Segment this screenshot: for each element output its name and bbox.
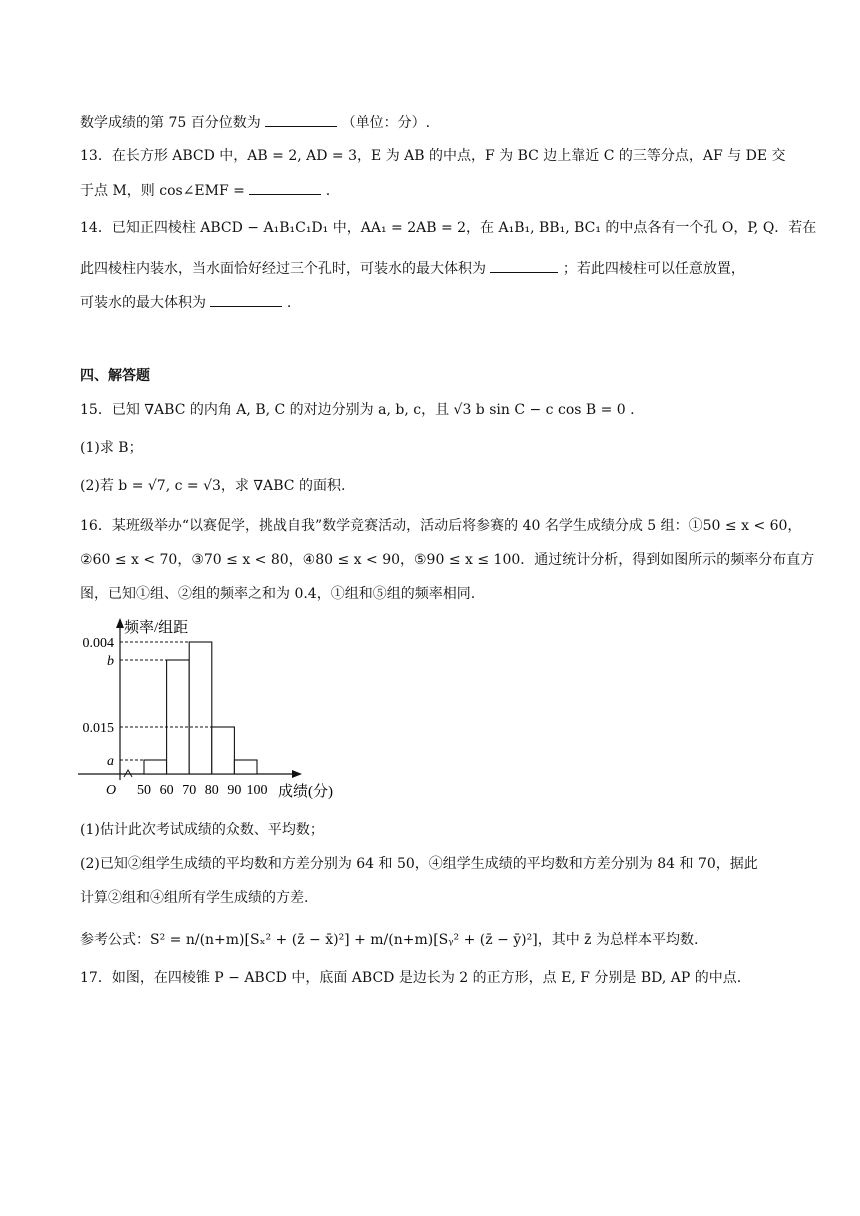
q12-text: 数学成绩的第 75 百分位数为: [80, 115, 261, 131]
q16-line-4: (1)估计此次考试成绩的众数、平均数；: [80, 822, 324, 838]
y-tick-label: 0.004: [82, 636, 114, 651]
section-heading: 四、解答题: [80, 368, 150, 384]
histogram-bar: [167, 660, 190, 774]
q15-line-1: 15．已知 ∇ABC 的内角 A, B, C 的对边分别为 a, b, c，且 √3 b sin C − c cos B = 0 .: [80, 402, 635, 418]
answer-blank[interactable]: [210, 292, 282, 307]
x-tick-label: 80: [204, 783, 219, 798]
y-tick-label: a: [107, 754, 114, 769]
q14-line-1: 14．已知正四棱柱 ABCD − A₁B₁C₁D₁ 中，AA₁ = 2AB = 2，在 A₁B₁, BB₁, BC₁ 的中点各有一个孔 O，P, Q．若在: [80, 220, 817, 236]
q14-line-2: [80, 258, 745, 279]
x-axis-title: 成绩(分): [278, 784, 333, 800]
histogram-bar: [234, 760, 257, 774]
y-axis-arrow: [116, 618, 124, 628]
q14-text: 此四棱柱内装水，当水面恰好经过三个孔时，可装水的最大体积为: [80, 261, 486, 277]
q13-line-1: 13．在长方形 ABCD 中，AB = 2, AD = 3，E 为 AB 的中点，F 为 BC 边上靠近 C 的三等分点，AF 与 DE 交: [80, 148, 786, 164]
q13-text: 于点 M，则 cos∠EMF =: [80, 183, 245, 199]
q16-line-3: 图，已知①组、②组的频率之和为 0.4，①组和⑤组的频率相同.: [80, 586, 476, 602]
y-tick-label: 0.015: [82, 721, 114, 736]
x-tick-label: 50: [137, 783, 151, 798]
x-tick-label: 90: [227, 783, 242, 798]
x-tick-label: 60: [159, 783, 174, 798]
answer-blank[interactable]: [249, 180, 321, 195]
q14-text-3: 可装水的最大体积为: [80, 295, 206, 311]
answer-blank[interactable]: [490, 258, 558, 273]
x-axis-arrow: [292, 770, 302, 778]
x-tick-label: 100: [246, 783, 268, 798]
origin-label: O: [106, 783, 117, 798]
histogram-bar: [212, 727, 235, 774]
histogram-bar: [144, 760, 167, 774]
q17-line-1: 17．如图，在四棱锥 P − ABCD 中，底面 ABCD 是边长为 2 的正方形，点 E, F 分别是 BD, AP 的中点.: [80, 970, 742, 986]
q16-line-1: 16．某班级举办“以赛促学，挑战自我”数学竞赛活动，活动后将参赛的 40 名学生成绩分成 5 组：①50 ≤ x < 60，: [80, 518, 802, 534]
q16-line-6: 计算②组和④组所有学生成绩的方差.: [80, 890, 309, 906]
q16-line-5: (2)已知②组学生成绩的平均数和方差分别为 64 和 50，④组学生成绩的平均数和方差分别为 84 和 70，据此: [80, 856, 758, 872]
y-tick-label: b: [107, 654, 114, 669]
q16-line-2: ②60 ≤ x < 70，③70 ≤ x < 80，④80 ≤ x < 90，⑤90 ≤ x ≤ 100．通过统计分析，得到如图所示的频率分布直方: [80, 552, 815, 568]
q13-line-2: [80, 180, 330, 201]
q14-line-3: [80, 292, 291, 313]
q15-line-2: (1)求 B；: [80, 440, 143, 456]
x-tick-label: 70: [182, 783, 197, 798]
q15-line-3: (2)若 b = √7, c = √3，求 ∇ABC 的面积.: [80, 478, 346, 494]
q14-text-2: ；若此四棱柱可以任意放置，: [562, 261, 745, 277]
q13-end: .: [325, 183, 331, 199]
frequency-histogram: [78, 612, 348, 804]
histogram-bar: [189, 642, 212, 774]
line-q12-end: [80, 112, 430, 133]
reference-formula: 参考公式：S² = n/(n+m)[Sₓ² + (z̄ − x̄)²] + m/(n+m)[Sᵧ² + (z̄ − ȳ)²]，其中 z̄ 为总样本平均数.: [80, 932, 699, 948]
answer-blank[interactable]: [265, 112, 337, 127]
y-axis-title: 频率/组距: [124, 620, 189, 636]
q14-end: .: [286, 295, 292, 311]
q12-unit: （单位：分）.: [341, 115, 431, 131]
